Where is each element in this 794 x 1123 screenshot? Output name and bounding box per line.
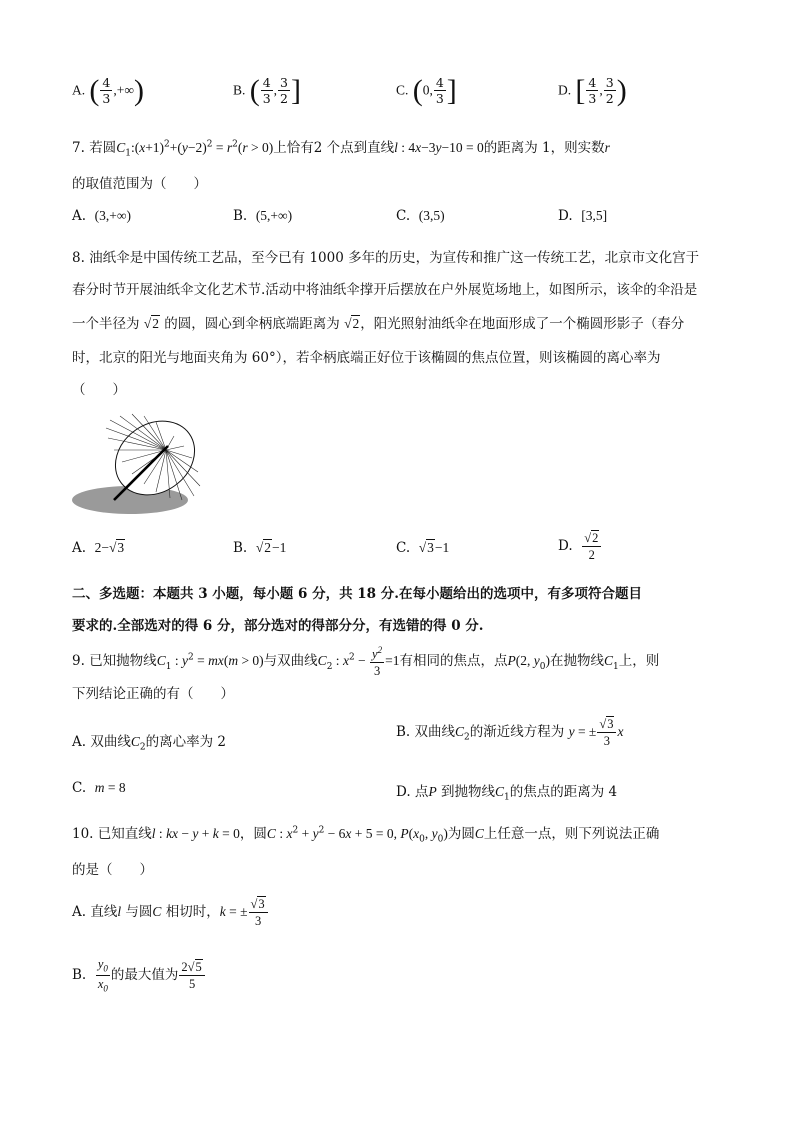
- q9-option-d[interactable]: D. 点P 到抛物线$C_1$的焦点的距离为 4: [396, 784, 618, 803]
- q10-stem-line2: 的是（ ）: [72, 862, 153, 878]
- q9-option-b[interactable]: B. 双曲线$C_2$的渐近线方程为 y = ± $\frac{√3}{3}$ x: [396, 717, 624, 748]
- q8-stem-line5: （ ）: [72, 382, 126, 398]
- q6-option-c[interactable]: C. (0, $\frac{4}{3}$ ]: [396, 74, 457, 107]
- q8-option-b[interactable]: B. √2−1: [233, 540, 287, 556]
- q7-option-c[interactable]: C. (3,5): [396, 208, 445, 224]
- section-2-heading-line2: 要求的.全部选对的得 6 分，部分选对的得部分分，有选错的得 0 分.: [72, 618, 484, 634]
- q7-option-d[interactable]: D. [3,5]: [558, 208, 608, 224]
- q6-option-b[interactable]: B. ( $\frac{4}{3}$ , $\frac{3}{2}$ ]: [233, 74, 301, 107]
- q8-option-c[interactable]: C. √3−1: [396, 540, 450, 556]
- q6-option-a[interactable]: A. ( $\frac{4}{3}$ ,+∞): [72, 74, 144, 107]
- q8-stem-line3: 一个半径为 √2 的圆，圆心到伞柄底端距离为 √2，阳光照射油纸伞在地面形成了一个椭圆形影子（春分: [72, 316, 685, 332]
- umbrella-figure: [70, 410, 210, 520]
- q8-option-d[interactable]: D. $\frac{√2}{2}$: [558, 532, 602, 561]
- q8-stem-line4: 时，北京的阳光与地面夹角为 60°），若伞柄底端正好位于该椭圆的焦点位置，则该椭圆的离心率为: [72, 350, 661, 366]
- q10-stem-line1: 10. 已知直线l : kx − y + k = 0，圆C : $x^2 + y^2 - 6x + 5 = 0$, $P(x_0$, $y_0$)为圆C上任意一点，则下列说法正确: [72, 825, 660, 845]
- option-label: B.: [233, 82, 246, 98]
- q7-stem-line1: 7. 若圆$C_1:(x+1)^2+(y-2)^2 = r^2(r > 0)$上恰有2 个点到直线l : 4x−3y−10 = 0的距离为 1，则实数r: [72, 139, 610, 159]
- q6-option-d[interactable]: D. [ $\frac{4}{3}$ , $\frac{3}{2}$ ): [558, 74, 627, 107]
- section-2-heading-line1: 二、多选题：本题共 3 小题，每小题 6 分，共 18 分.在每小题给出的选项中，有多项符合题目: [72, 586, 642, 602]
- q9-stem-line2: 下列结论正确的有（ ）: [72, 686, 234, 702]
- q10-option-b[interactable]: B. $\frac{y_0}{x_0}$ 的最大值为 $\frac{2√5}{5}$: [72, 958, 206, 993]
- q8-stem-line2: 春分时节开展油纸伞文化艺术节.活动中将油纸伞撑开后摆放在户外展览场地上，如图所示，该伞的伞沿是: [72, 282, 698, 298]
- option-label: D.: [558, 82, 572, 98]
- option-label: C.: [396, 82, 409, 98]
- q8-option-a[interactable]: A. 2−√3: [72, 540, 125, 556]
- q10-option-a[interactable]: A. 直线l 与圆C 相切时，k = ± $\frac{√3}{3}$: [72, 898, 269, 927]
- q7-option-a[interactable]: A. (3,+∞): [72, 208, 131, 224]
- q9-stem-line1: 9. 已知抛物线$C_1$ : $y^2 = mx(m > 0)$与双曲线$C_2$ : $x^2$ − $\frac{y^2}{3}$ =1有相同的焦点，点P(2, $y_0$)在抛物线$C_1$上，则: [72, 645, 660, 678]
- q7-option-b[interactable]: B. (5,+∞): [233, 208, 293, 224]
- q9-option-a[interactable]: A. 双曲线$C_2$的离心率为 2: [72, 734, 226, 753]
- q7-stem-line2: 的取值范围为（ ）: [72, 176, 207, 192]
- option-label: A.: [72, 82, 86, 98]
- q8-stem-line1: 8. 油纸伞是中国传统工艺品，至今已有 1000 多年的历史，为宣传和推广这一传统工艺，北京市文化宫于: [72, 250, 700, 266]
- q9-option-c[interactable]: C. m = 8: [72, 780, 126, 796]
